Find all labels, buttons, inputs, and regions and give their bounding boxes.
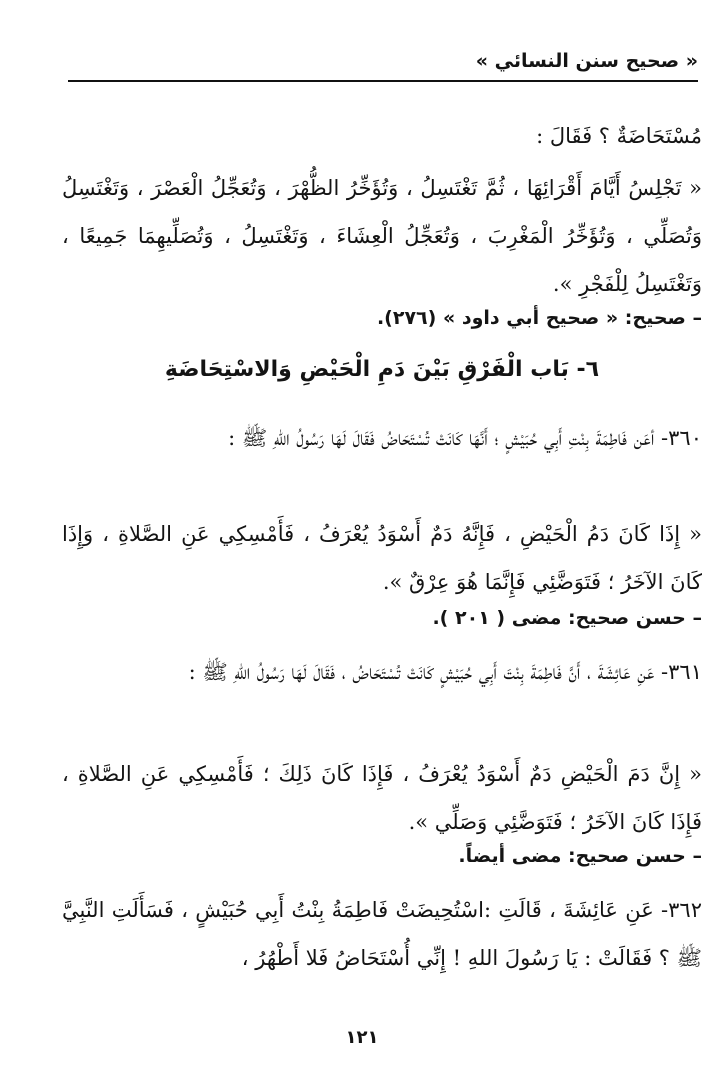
hadith-362-isnad: ٣٦٢- عَنِ عَائِشَةَ ، قَالَتِ :اسْتُحِيضَتْ فَاطِمَةُ بِنْتُ أَبِي حُبَيْشٍ ، فَسَأَلَتِ النَّبِيَّ ﷺ ؟ فَقَالَتْ : يَا رَسُولَ اللهِ ! إِنِّي أُسْتَحَاضُ فَلا أَطْهُرُ ، bbox=[62, 898, 702, 970]
hadith-matn-prev: « تَجْلِسُ أَيَّامَ أَقْرَائِهَا ، ثُمَّ تَغْتَسِلُ ، وَتُؤَخِّرُ الظُّهْرَ ، وَتُعَجِّلُ الْعَصْرَ ، وَتَغْتَسِلُ وَتُصَلِّي ، وَتُؤَخِّرُ الْمَغْرِبَ ، وَتُعَجِّلُ الْعِشَاءَ ، وَتَغْتَسِلُ ، وَتُصَلِّيهِمَا جَمِيعًا ، وَتَغْتَسِلُ لِلْفَجْرِ ». bbox=[62, 176, 702, 296]
hadith-360-isnad: ٣٦٠- أعَن فَاطِمَةَ بِنْتِ أَبِي حُبَيْشٍ ؛ أَنَّهَا كَانَتْ تُسْتَحَاضُ فَقَالَ لَهَا رَسُولُ اللهِ ﷺ : bbox=[228, 426, 702, 450]
grade-note-361: – حسن صحيح: مضى أيضاً. bbox=[458, 845, 702, 867]
hadith-361-matn: « إِنَّ دَمَ الْحَيْضِ دَمٌ أَسْوَدُ يُعْرَفُ ، فَإِذَا كَانَ ذَلِكَ ؛ فَأَمْسِكِي عَنِ الصَّلاةِ ، فَإِذَا كَانَ الآخَرُ ؛ فَتَوَضَّئِي وَصَلِّي ». bbox=[62, 762, 702, 834]
hadith-361-isnad: ٣٦١- عَنِ عَائِشَةَ ، أَنَّ فَاطِمَةَ بِنْتَ أَبِي حُبَيْشٍ كَانَتْ تُسْتَحَاضُ ، فَقَالَ لَهَا رَسُولُ اللهِ ﷺ : bbox=[188, 660, 702, 684]
running-header-title: « صحيح سنن النسائي » bbox=[475, 50, 698, 72]
grade-note-360: – حسن صحيح: مضى ( ٢٠١ ). bbox=[432, 607, 702, 629]
header-divider bbox=[68, 80, 698, 82]
hadith-360-matn: « إِذَا كَانَ دَمُ الْحَيْضِ ، فَإِنَّهُ دَمٌ أَسْوَدُ يُعْرَفُ ، فَأَمْسِكِي عَنِ الصَّلاةِ ، وَإِذَا كَانَ الآخَرُ ؛ فَتَوَضَّئِي فَإِنَّمَا هُوَ عِرْقٌ ». bbox=[62, 522, 702, 594]
grade-note-prev: – صحيح: « صحيح أبي داود » (٢٧٦). bbox=[376, 307, 702, 329]
page-number: ١٢١ bbox=[345, 1027, 379, 1048]
paragraph-question-end: مُسْتَحَاضَةٌ ؟ فَقَالَ : bbox=[536, 124, 702, 148]
chapter-heading-6: ٦- بَاب الْفَرْقِ بَيْنَ دَمِ الْحَيْضِ وَالاسْتِحَاضَةِ bbox=[164, 357, 600, 382]
